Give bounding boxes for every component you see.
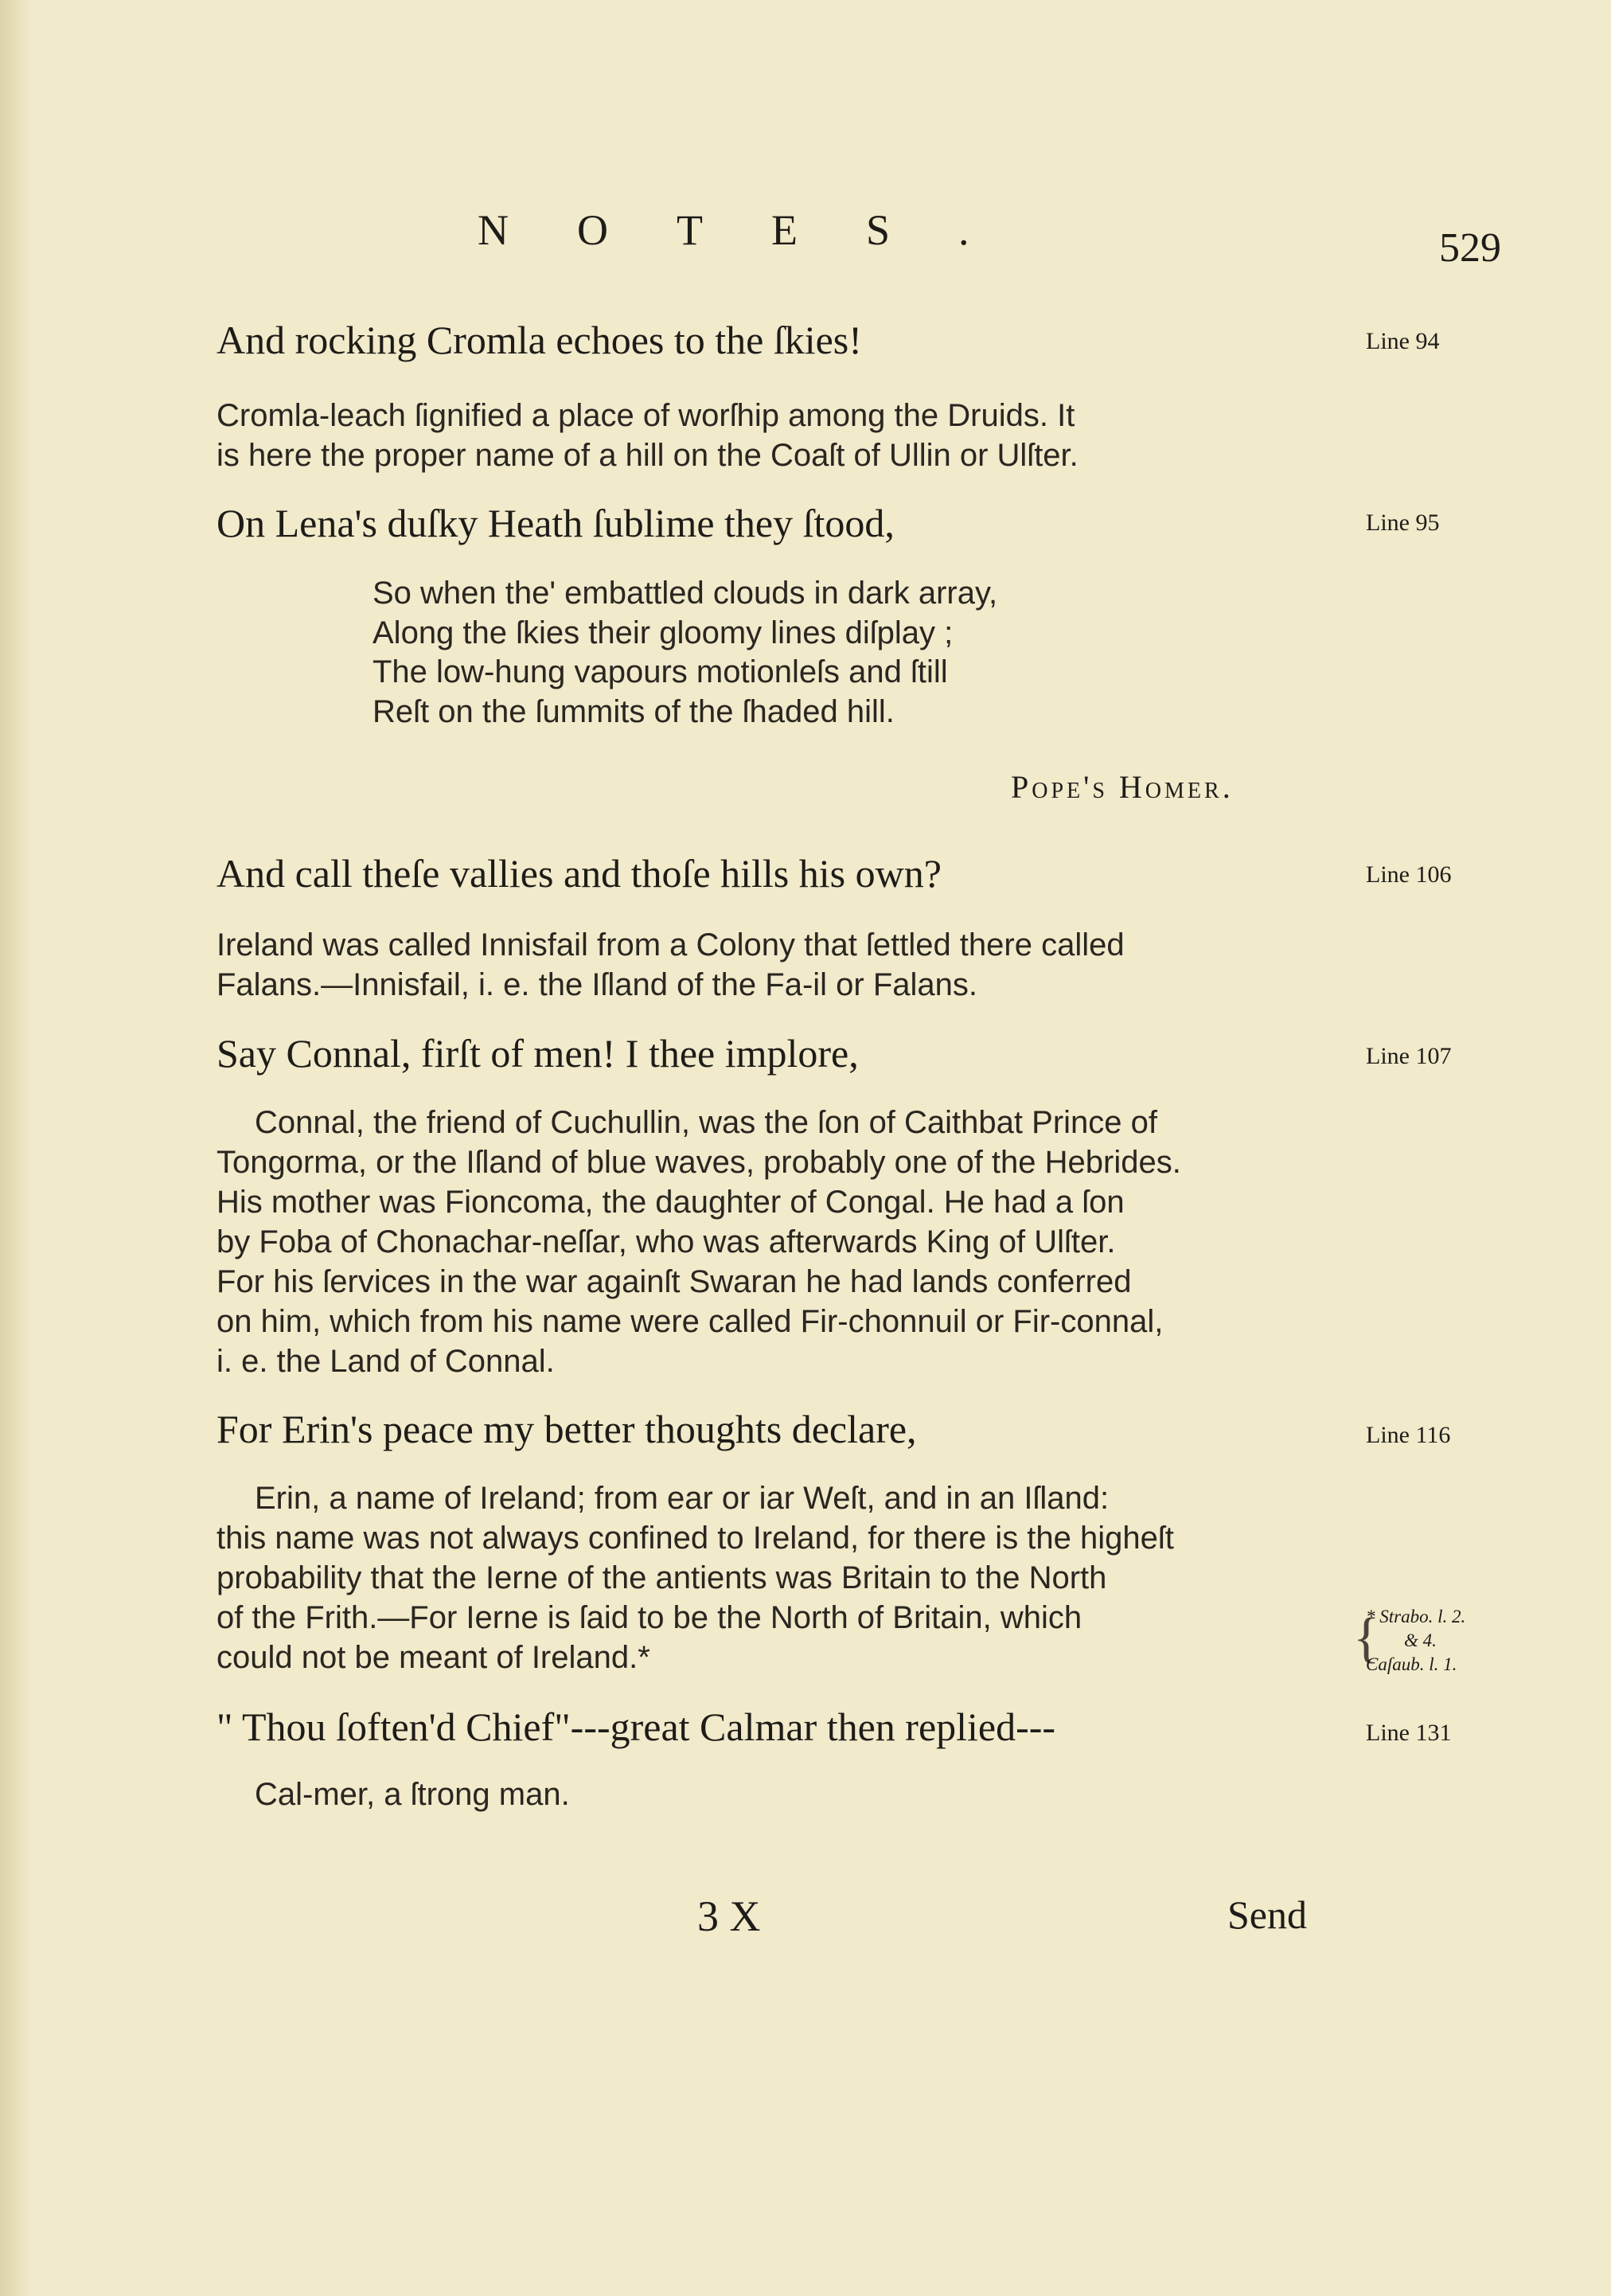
verse-attribution: Pope's Homer. — [1011, 769, 1234, 805]
side-note-line-2: & 4. — [1404, 1630, 1437, 1650]
note-paragraph-6-line-1: Cal-mer, a ſtrong man. — [255, 1777, 570, 1812]
signature-mark: 3 X — [697, 1892, 761, 1940]
line-ref-3: Line 106 — [1366, 861, 1452, 888]
line-ref-5: Line 116 — [1366, 1422, 1451, 1448]
note-entry-6: " Thou ſoften'd Chief"---great Calmar then replied--- — [216, 1704, 1056, 1749]
verse-line-4: Reſt on the ſummits of the ſhaded hill. — [373, 694, 895, 729]
line-ref-4: Line 107 — [1366, 1043, 1452, 1069]
note-entry-1: And rocking Cromla echoes to the ſkies! — [216, 318, 862, 362]
note-paragraph-4-line-6: on him, which from his name were called Fir-chonnuil or Fir-connal, — [216, 1304, 1164, 1339]
note-paragraph-4-line-7: i. e. the Land of Connal. — [216, 1344, 555, 1379]
note-paragraph-5-line-4: of the Frith.—For Ierne is ſaid to be the North of Britain, which — [216, 1600, 1082, 1635]
side-note-brace: { — [1353, 1607, 1380, 1669]
side-note-line-3: Caſaub. l. 1. — [1366, 1654, 1457, 1674]
note-paragraph-1-line-1: Cromla-leach ſignified a place of worſhip among the Druids. It — [216, 398, 1075, 433]
note-paragraph-4-line-3: His mother was Fioncoma, the daughter of Congal. He had a ſon — [216, 1185, 1125, 1220]
note-paragraph-4-line-5: For his ſervices in the war againſt Swaran he had lands conferred — [216, 1264, 1132, 1299]
note-paragraph-5-line-2: this name was not always confined to Ireland, for there is the higheſt — [216, 1521, 1174, 1556]
verse-line-3: The low-hung vapours motionleſs and ſtill — [373, 654, 948, 689]
note-entry-3: And call theſe vallies and thoſe hills his own? — [216, 851, 942, 896]
page-number: 529 — [1439, 225, 1501, 271]
running-head: NOTES. — [478, 206, 1038, 254]
note-entry-4: Say Connal, firſt of men! I thee implore, — [216, 1031, 859, 1076]
page-edge-shadow — [0, 0, 32, 2296]
note-paragraph-5-line-3: probability that the Ierne of the antients was Britain to the North — [216, 1560, 1107, 1595]
note-paragraph-5-line-5: could not be meant of Ireland.* — [216, 1640, 650, 1675]
verse-line-1: So when the' embattled clouds in dark array, — [373, 576, 998, 611]
note-paragraph-5-line-1: Erin, a name of Ireland; from ear or iar Weſt, and in an Iſland: — [255, 1481, 1110, 1516]
catchword: Send — [1227, 1892, 1307, 1937]
note-entry-5: For Erin's peace my better thoughts declare, — [216, 1407, 917, 1451]
note-paragraph-1-line-2: is here the proper name of a hill on the Coaſt of Ullin or Ulſter. — [216, 438, 1079, 473]
note-paragraph-4-line-1: Connal, the friend of Cuchullin, was the ſon of Caithbat Prince of — [255, 1105, 1157, 1140]
side-note-line-1: * Strabo. l. 2. — [1366, 1607, 1466, 1626]
note-paragraph-3-line-2: Falans.—Innisfail, i. e. the Iſland of the Fa-il or Falans. — [216, 967, 977, 1002]
verse-line-2: Along the ſkies their gloomy lines diſplay ; — [373, 615, 954, 650]
line-ref-2: Line 95 — [1366, 510, 1440, 536]
note-paragraph-4-line-4: by Foba of Chonachar-neſſar, who was afterwards King of Ulſter. — [216, 1224, 1116, 1259]
note-paragraph-3-line-1: Ireland was called Innisfail from a Colony that ſettled there called — [216, 927, 1125, 963]
note-paragraph-4-line-2: Tongorma, or the Iſland of blue waves, probably one of the Hebrides. — [216, 1145, 1181, 1180]
line-ref-6: Line 131 — [1366, 1720, 1452, 1746]
line-ref-1: Line 94 — [1366, 328, 1440, 354]
note-entry-2: On Lena's duſky Heath ſublime they ſtood, — [216, 501, 895, 545]
